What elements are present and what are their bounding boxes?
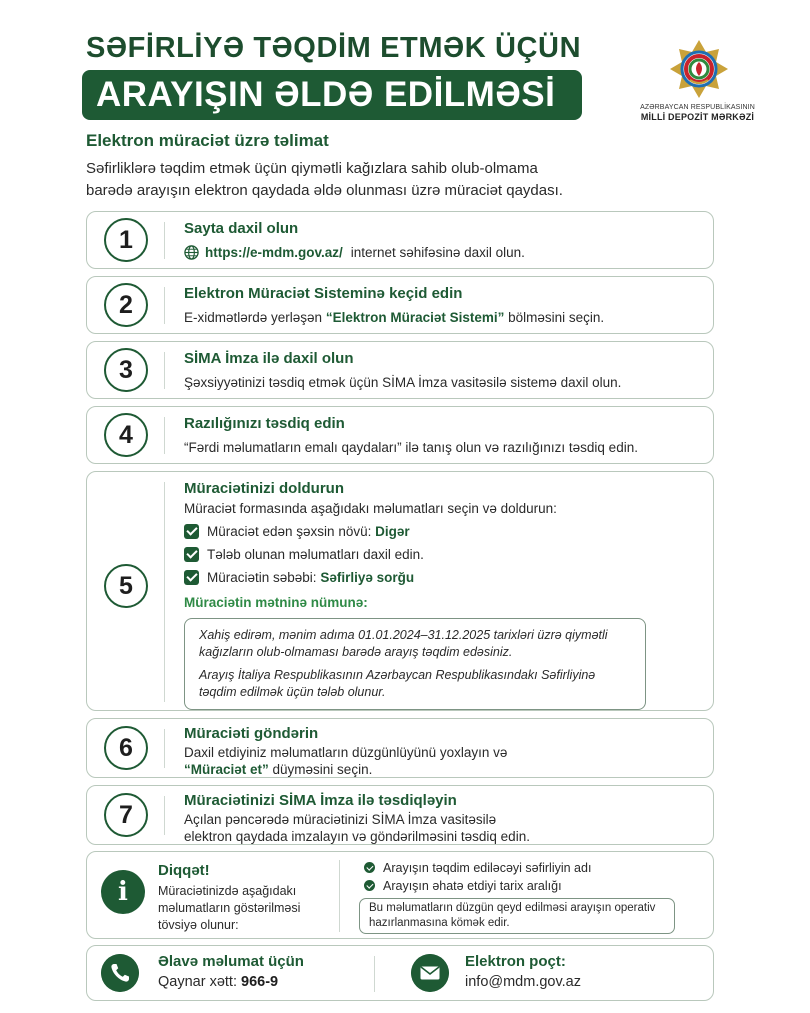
org-name-line-2: MİLLİ DEPOZİT MƏRKƏZİ bbox=[640, 112, 755, 122]
step-3-card bbox=[86, 341, 714, 399]
globe-icon bbox=[184, 245, 199, 260]
desc-post: düyməsini seçin. bbox=[268, 762, 373, 777]
hotline-label: Qaynar xətt: bbox=[158, 974, 242, 990]
step-number: 1 bbox=[104, 218, 148, 262]
checklist-label: Müraciət edən şəxsin növü: bbox=[207, 524, 376, 539]
step-title: Müraciətinizi doldurun bbox=[184, 480, 344, 497]
notice-card bbox=[86, 851, 714, 939]
step-description-line-1: Daxil etdiyiniz məlumatların düzgünlüyünü yoxlayın və bbox=[184, 745, 508, 760]
divider bbox=[164, 729, 165, 768]
checklist-value: Digər bbox=[375, 524, 410, 539]
divider bbox=[164, 482, 165, 702]
step-description-line-2: elektron qaydada imzalayın və göndərilməsini təsdiq edin. bbox=[184, 829, 530, 844]
checklist-label: Tələb olunan məlumatları daxil edin. bbox=[207, 547, 424, 562]
divider bbox=[374, 956, 375, 992]
step-title: Müraciəti göndərin bbox=[184, 725, 319, 742]
checkbox-icon bbox=[184, 570, 199, 585]
divider bbox=[164, 287, 165, 324]
step-description: “Fərdi məlumatların emalı qaydaları” ilə tanış olun və razılığınızı təsdiq edin. bbox=[184, 440, 638, 455]
step-description: Müraciət formasında aşağıdakı məlumatları seçin və doldurun: bbox=[184, 501, 557, 516]
step-number: 2 bbox=[104, 283, 148, 327]
phone-title: Əlavə məlumat üçün bbox=[158, 953, 304, 970]
step-number: 5 bbox=[104, 564, 148, 608]
step-number: 4 bbox=[104, 413, 148, 457]
sample-text-box bbox=[184, 618, 646, 710]
national-emblem-icon bbox=[668, 38, 730, 100]
step-5-card bbox=[86, 471, 714, 711]
step-number: 3 bbox=[104, 348, 148, 392]
checklist-label: Müraciətin səbəbi: bbox=[207, 570, 321, 585]
envelope-icon[interactable] bbox=[411, 954, 449, 992]
org-name-line-1: AZƏRBAYCAN RESPUBLİKASININ bbox=[640, 104, 755, 111]
check-circle-icon bbox=[364, 880, 375, 891]
step-title: Sayta daxil olun bbox=[184, 220, 299, 237]
notice-bullet: Arayışın əhatə etdiyi tarix aralığı bbox=[364, 879, 562, 893]
divider bbox=[164, 417, 165, 454]
desc-highlight: “Elektron Müraciət Sistemi” bbox=[325, 310, 505, 325]
site-link[interactable]: https://e-mdm.gov.az/ bbox=[205, 245, 343, 260]
step-description-line-2 bbox=[184, 760, 372, 779]
step-title: Müraciətinizi SİMA İmza ilə təsdiqləyin bbox=[184, 792, 457, 809]
divider bbox=[164, 222, 165, 259]
step-title: Razılığınızı təsdiq edin bbox=[184, 415, 345, 432]
intro-line-1: Səfirliklərə təqdim etmək üçün qiymətli kağızlara sahib olub-olmama bbox=[86, 160, 538, 177]
checklist-value: Səfirliyə sorğu bbox=[320, 570, 415, 585]
step-7-card bbox=[86, 785, 714, 845]
checkbox-icon bbox=[184, 547, 199, 562]
notice-hint-box: Bu məlumatların düzgün qeyd edilməsi arayışın operativ hazırlanmasına kömək edir. bbox=[359, 898, 675, 934]
notice-text: Müraciətinizdə aşağıdakı məlumatların göstərilməsi tövsiyə olunur: bbox=[158, 884, 301, 932]
info-icon: i bbox=[101, 870, 145, 914]
desc-pre: E-xidmətlərdə yerləşən bbox=[184, 310, 326, 325]
step-description bbox=[184, 243, 525, 262]
intro-text bbox=[86, 158, 606, 202]
sample-paragraph-1: Xahiş edirəm, mənim adıma 01.01.2024–31.12.2025 tarixləri üzrə qiymətli kağızların olub-olmaması barədə arayış təqdim edəsiniz. bbox=[199, 628, 608, 659]
checklist-item bbox=[184, 547, 424, 562]
step-1-card bbox=[86, 211, 714, 269]
phone-icon[interactable] bbox=[101, 954, 139, 992]
checklist-item bbox=[184, 570, 414, 585]
checklist-item bbox=[184, 524, 410, 539]
check-circle-icon bbox=[364, 862, 375, 873]
desc-highlight: “Müraciət et” bbox=[184, 762, 269, 777]
hotline-number: 966-9 bbox=[241, 974, 279, 990]
step-description bbox=[184, 308, 604, 327]
divider bbox=[164, 796, 165, 835]
instructions-subtitle: Elektron müraciət üzrə təlimat bbox=[86, 131, 329, 150]
notice-bullet: Arayışın təqdim ediləcəyi səfirliyin adı bbox=[364, 861, 591, 875]
title-line-1: SƏFİRLİYƏ TƏQDİM ETMƏK ÜÇÜN bbox=[86, 32, 582, 64]
title-line-2: ARAYIŞIN ƏLDƏ EDİLMƏSİ bbox=[96, 75, 556, 114]
contact-card bbox=[86, 945, 714, 1001]
step-4-card bbox=[86, 406, 714, 464]
step-description: Şəxsiyyətinizi təsdiq etmək üçün SİMA İmza vasitəsilə sistemə daxil olun. bbox=[184, 375, 622, 390]
sample-paragraph-2: Arayış İtaliya Respublikasının Azərbaycan Respublikasındakı Səfirliyinə təqdim edilmək üçün tələb olunur. bbox=[199, 668, 596, 699]
intro-line-2: barədə arayışın elektron qaydada əldə olunması üzrə müraciət qaydası. bbox=[86, 182, 563, 199]
notice-title: Diqqət! bbox=[158, 862, 210, 879]
email-title: Elektron poçt: bbox=[465, 953, 566, 970]
sample-title: Müraciətin mətninə nümunə: bbox=[184, 595, 368, 610]
step-number: 7 bbox=[104, 793, 148, 837]
divider bbox=[339, 860, 340, 932]
step-2-card bbox=[86, 276, 714, 334]
hotline[interactable] bbox=[158, 974, 278, 990]
desc-post: bölməsini seçin. bbox=[504, 310, 605, 325]
step-description-line-1: Açılan pəncərədə müraciətinizi SİMA İmza vasitəsilə bbox=[184, 812, 497, 827]
link-suffix: internet səhifəsinə daxil olun. bbox=[350, 245, 525, 260]
step-6-card bbox=[86, 718, 714, 778]
email-link[interactable]: info@mdm.gov.az bbox=[465, 974, 581, 990]
checkbox-icon bbox=[184, 524, 199, 539]
divider bbox=[164, 352, 165, 389]
step-number: 6 bbox=[104, 726, 148, 770]
step-title: Elektron Müraciət Sisteminə keçid edin bbox=[184, 285, 463, 302]
step-title: SİMA İmza ilə daxil olun bbox=[184, 350, 354, 367]
